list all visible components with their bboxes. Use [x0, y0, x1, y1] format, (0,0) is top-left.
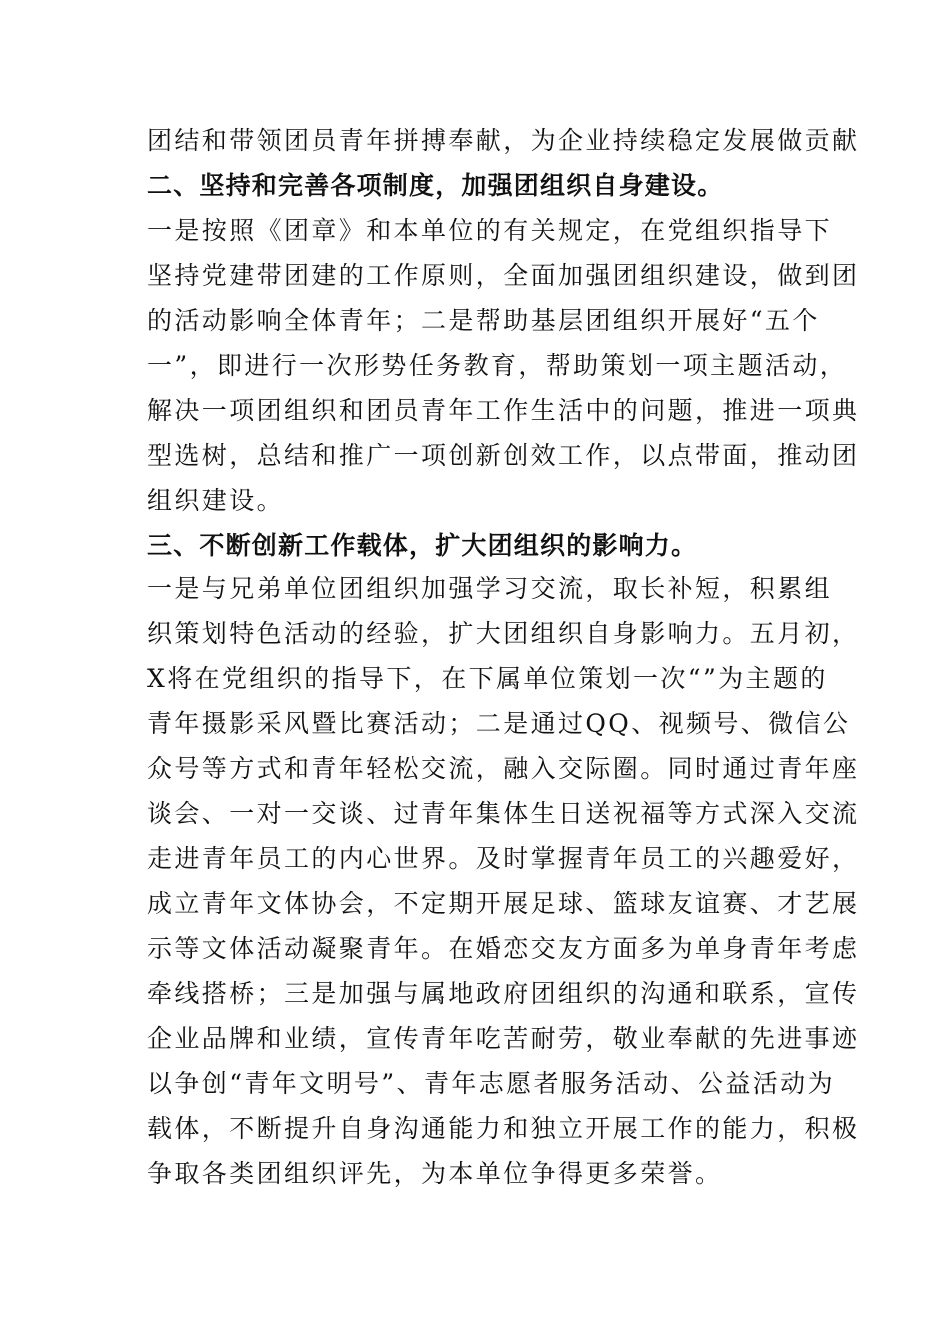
body-line-9: 组织建设。	[147, 486, 285, 515]
body-line-23: 载体，不断提升自身沟通能力和独立开展工作的能力，积极	[147, 1114, 860, 1143]
section-heading-3: 三、不断创新工作载体，扩大团组织的影响力。	[147, 531, 698, 560]
body-line-24: 争取各类团组织评先，为本单位争得更多荣誉。	[147, 1159, 723, 1188]
body-line-1: 团结和带领团员青年拼搏奉献，为企业持续稳定发展做贡献	[147, 126, 860, 155]
body-line-5: 的活动影响全体青年；二是帮助基层团组织开展好“五个	[147, 306, 820, 335]
body-line-7: 解决一项团组织和团员青年工作生活中的问题，推进一项典	[147, 396, 860, 425]
body-line-22: 以争创“青年文明号”、青年志愿者服务活动、公益活动为	[147, 1069, 835, 1098]
body-line-19: 示等文体活动凝聚青年。在婚恋交友方面多为单身青年考虑	[147, 934, 860, 963]
body-line-12: 织策划特色活动的经验，扩大团组织自身影响力。五月初，	[147, 619, 860, 648]
body-line-4: 坚持党建带团建的工作原则，全面加强团组织建设，做到团	[147, 261, 860, 290]
body-line-8: 型选树，总结和推广一项创新创效工作，以点带面，推动团	[147, 441, 860, 470]
body-line-20: 牵线搭桥；三是加强与属地政府团组织的沟通和联系，宣传	[147, 979, 860, 1008]
body-line-14: 青年摄影采风暨比赛活动；二是通过QQ、视频号、微信公	[147, 709, 851, 738]
body-line-11: 一是与兄弟单位团组织加强学习交流，取长补短，积累组	[147, 574, 833, 603]
body-line-3: 一是按照《团章》和本单位的有关规定，在党组织指导下	[147, 216, 833, 245]
body-line-6: 一”，即进行一次形势任务教育，帮助策划一项主题活动，	[147, 351, 848, 380]
body-line-13: X将在党组织的指导下，在下属单位策划一次“”为主题的	[147, 664, 828, 693]
section-heading-2: 二、坚持和完善各项制度，加强团组织自身建设。	[147, 171, 724, 200]
body-line-18: 成立青年文体协会，不定期开展足球、篮球友谊赛、才艺展	[147, 889, 860, 918]
body-line-17: 走进青年员工的内心世界。及时掌握青年员工的兴趣爱好，	[147, 844, 860, 873]
body-line-21: 企业品牌和业绩，宣传青年吃苦耐劳，敬业奉献的先进事迹	[147, 1024, 860, 1053]
body-line-16: 谈会、一对一交谈、过青年集体生日送祝福等方式深入交流	[147, 799, 860, 828]
body-line-15: 众号等方式和青年轻松交流，融入交际圈。同时通过青年座	[147, 754, 860, 783]
